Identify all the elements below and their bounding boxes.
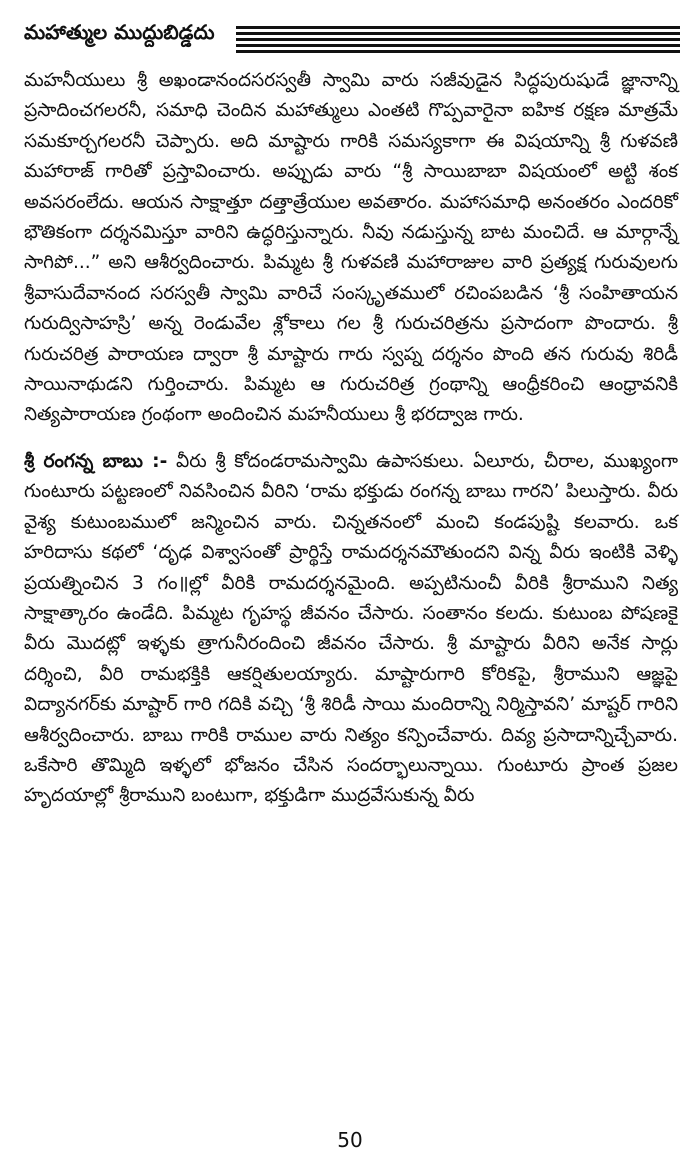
page-body — [24, 66, 678, 812]
paragraph-text: వీరు శ్రీ కోదండరామస్వామి ఉపాసకులు. ఏలూరు, చీరాల, ముఖ్యంగా గుంటూరు పట్టణంలో నివసించిన వీరిని ‘రామ భక్తుడు రంగన్న బాబు గారని’ పిలుస్తారు. వీరు వైశ్య కుటుంబములో జన్మించిన వారు. చిన్నతనంలో మంచి కండపుష్టి కలవారు. ఒక హరిదాసు కథలో ‘దృఢ విశ్వాసంతో ప్రార్థిస్తే రామదర్శనమౌతుందని విన్న వీరు ఇంటికి వెళ్ళి ప్రయత్నించిన 3 గం॥ల్లో వీరికి రామదర్శనమైంది. అప్పటినుంచీ వీరికి శ్రీరాముని నిత్య సాక్షాత్కారం ఉండేది. పిమ్మట గృహస్థ జీవనం చేసారు. సంతానం కలదు. కుటుంబ పోషణకై వీరు మొదట్లో ఇళ్ళకు త్రాగునీరందించి జీవనం చేసారు. శ్రీ మాష్టారు వీరిని అనేక సార్లు దర్శించి, వీరి రామభక్తికి ఆకర్షితులయ్యారు. మాష్టారుగారి కోరికపై, శ్రీరాముని ఆజ్ఞపై విద్యానగర్‌కు మాష్టార్ గారి గదికి వచ్చి ‘శ్రీ శిరిడీ సాయి మందిరాన్ని నిర్మిస్తావని’ మాష్టర్ గారిని ఆశీర్వదించారు. బాబు గారికి రాముల వారు నిత్యం కన్పించేవారు. దివ్య ప్రసాదాన్నిచ్చేవారు. ఒకేసారి తొమ్మిది ఇళ్ళలో భోజనం చేసిన సందర్భాలున్నాయి. గుంటూరు ప్రాంత ప్రజల హృదయాల్లో శ్రీరాముని బంటుగా, భక్తుడిగా ముద్రవేసుకున్న వీరు — [24, 450, 678, 807]
header-rule-lines — [236, 26, 680, 56]
header-rule — [236, 38, 680, 41]
running-header-title: మహాత్ముల ముద్దుబిడ్డదు — [24, 20, 215, 44]
paragraph-maharajs-advice — [24, 66, 678, 431]
paragraph-ranganna-babu — [24, 447, 678, 812]
header-rule — [236, 26, 680, 29]
header-rule — [236, 50, 680, 53]
header-rule — [236, 32, 680, 35]
paragraph-lead-heading: శ్రీ రంగన్న బాబు :- — [24, 450, 168, 472]
page-number: 50 — [337, 1128, 363, 1152]
running-header — [24, 18, 680, 62]
paragraph-text: మహనీయులు శ్రీ అఖండానందసరస్వతీ స్వామి వారు సజీవుడైన సిద్ధపురుషుడే జ్ఞానాన్ని ప్రసాదించగలరనీ, సమాధి చెందిన మహాత్ములు ఎంతటి గొప్పవారైనా ఐహిక రక్షణ మాత్రమే సమకూర్చగలరనీ చెప్పారు. అది మాష్టారు గారికి సమస్యకాగా ఈ విషయాన్ని శ్రీ గుళవణి మహారాజ్ గారితో ప్రస్తావించారు. అప్పుడు వారు “శ్రీ సాయిబాబా విషయంలో అట్టి శంక అవసరంలేదు. ఆయన సాక్షాత్తూ దత్తాత్రేయుల అవతారం. మహాసమాధి అనంతరం ఎందరికో భౌతికంగా దర్శనమిస్తూ వారిని ఉద్ధరిస్తున్నారు. నీవు నడుస్తున్న బాట మంచిదే. ఆ మార్గాన్నే సాగిపో...” అని ఆశీర్వదించారు. పిమ్మట శ్రీ గుళవణి మహారాజుల వారి ప్రత్యక్ష గురువులగు శ్రీవాసుదేవానంద సరస్వతీ స్వామి వారిచే సంస్కృతములో రచింపబడిన ‘శ్రీ సంహితాయన గురుద్విసాహస్రి’ అన్న రెండువేల శ్లోకాలు గల శ్రీ గురుచరిత్రను ప్రసాదంగా పొందారు. శ్రీ గురుచరిత్ర పారాయణ ద్వారా శ్రీ మాష్టారు గారు స్వప్న దర్శనం పొంది తన గురువు శిరిడీ సాయినాథుడని గుర్తించారు. పిమ్మట ఆ గురుచరిత్ర గ్రంథాన్ని ఆంధ్రీకరించి ఆంధ్రావనికి నిత్యపారాయణ గ్రంథంగా అందించిన మహనీయులు శ్రీ భరద్వాజ గారు. — [24, 70, 678, 426]
header-rule — [236, 44, 680, 47]
